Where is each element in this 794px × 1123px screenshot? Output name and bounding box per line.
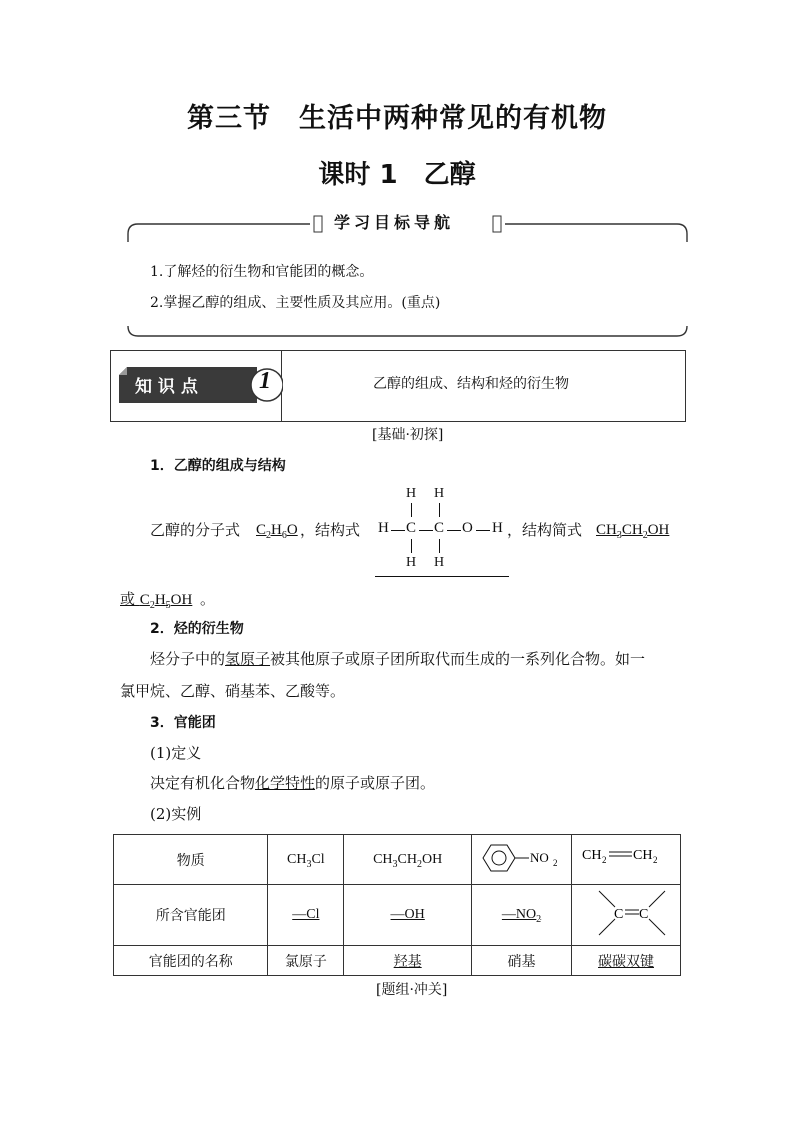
table-cell: 氯原子 xyxy=(268,946,344,976)
struct-c2: C xyxy=(434,520,445,536)
sec2-hydrogen-atom: 氢原子 xyxy=(225,650,271,668)
svg-text:2: 2 xyxy=(602,854,607,865)
goal-item-1: 1.了解烃的衍生物和官能团的概念。 xyxy=(150,264,374,280)
svg-text:2: 2 xyxy=(653,854,658,865)
sec3-def-a: 决定有机化合物 xyxy=(150,774,256,792)
struct-bond xyxy=(476,530,490,531)
struct-bond xyxy=(419,530,433,531)
ethylene-structure xyxy=(576,841,676,875)
sec1-heading: 1．乙醇的组成与结构 xyxy=(150,458,286,474)
svg-text:C: C xyxy=(639,907,649,922)
sec2-line1 xyxy=(150,648,645,670)
struct-h-right: H xyxy=(492,520,503,536)
table-cell: 所含官能团 xyxy=(114,885,268,946)
sec3-heading: 3．官能团 xyxy=(150,715,216,731)
table-cell: 硝基 xyxy=(472,946,572,976)
page-title: 第三节 生活中两种常见的有机物 xyxy=(187,103,607,134)
struct-underline xyxy=(375,576,509,577)
struct-h-left: H xyxy=(378,520,389,536)
struct-bond xyxy=(447,530,461,531)
struct-h-top-2: H xyxy=(434,486,445,501)
goals-header: 学习目标导航 xyxy=(334,213,455,232)
sec3-chemical-property: 化学特性 xyxy=(255,774,316,792)
table-row xyxy=(114,835,681,885)
table-cell: 羟基 xyxy=(344,946,472,976)
svg-text:2: 2 xyxy=(552,857,558,868)
sec1-simple-prefix: ，结构简式 xyxy=(507,521,583,539)
sec1-simple-formula: $CH_3CH_2OH$ xyxy=(596,522,670,541)
table-cell xyxy=(572,835,681,885)
struct-h-bottom-2: H xyxy=(434,555,445,570)
page-subtitle: 课时 1 乙醇 xyxy=(318,160,476,190)
struct-h-top-1: H xyxy=(406,486,417,501)
knowledge-bar xyxy=(110,350,686,422)
knowledge-number: 1 xyxy=(259,368,271,394)
svg-text:CH: CH xyxy=(633,847,653,863)
struct-h-bottom-1: H xyxy=(406,555,417,570)
sec2-heading: 2．烃的衍生物 xyxy=(150,621,244,637)
nitrobenzene-structure xyxy=(477,841,567,875)
tag-test: [题组·冲关] xyxy=(376,982,448,998)
struct-bond xyxy=(411,539,412,553)
sec3-ex-heading: (2)实例 xyxy=(150,805,202,823)
svg-text:NO: NO xyxy=(529,849,549,865)
struct-bond xyxy=(439,503,440,517)
svg-text:CH: CH xyxy=(582,847,602,863)
sec2-line2: 氯甲烷、乙醇、硝基苯、乙酸等。 xyxy=(120,682,346,700)
svg-text:C: C xyxy=(614,907,624,922)
functional-group-table xyxy=(113,834,681,976)
double-bond-structure xyxy=(581,885,671,941)
table-row xyxy=(114,946,681,976)
struct-bond xyxy=(439,539,440,553)
sec1-struct-prefix: ，结构式 xyxy=(300,521,361,539)
knowledge-badge: 知 识 点 xyxy=(135,377,198,397)
sec1-alt-formula: $C_2H_5OH$ xyxy=(139,592,193,611)
table-cell: 物质 xyxy=(114,835,268,885)
sec3-def xyxy=(150,772,435,794)
knowledge-topic: 乙醇的组成、结构和烃的衍生物 xyxy=(373,376,569,392)
sec3-def-heading: (1)定义 xyxy=(150,744,202,762)
tag-basic: [基础·初探] xyxy=(372,427,444,443)
sec1-or: 或 xyxy=(120,590,136,608)
table-cell xyxy=(572,885,681,946)
table-cell: $CH_3CH_2OH$ xyxy=(344,835,472,885)
struct-bond xyxy=(391,530,405,531)
table-cell: $—NO_2$ xyxy=(472,885,572,946)
sec1-formula-prefix: 乙醇的分子式 xyxy=(150,521,241,539)
table-cell: $CH_3Cl$ xyxy=(268,835,344,885)
struct-c1: C xyxy=(406,520,417,536)
table-cell: —Cl xyxy=(268,885,344,946)
sec1-alt-formula-line xyxy=(120,588,192,611)
sec2-text-a: 烃分子中的 xyxy=(150,650,226,668)
sec2-text-b: 被其他原子或原子团所取代而生成的一系列化合物。如一 xyxy=(270,650,646,668)
table-cell: 官能团的名称 xyxy=(114,946,268,976)
sec3-def-b: 的原子或原子团。 xyxy=(315,774,436,792)
sec1-molecular-formula: $C_2H_6O$ xyxy=(256,522,298,541)
table-cell xyxy=(472,835,572,885)
goal-item-2: 2.掌握乙醇的组成、主要性质及其应用。(重点) xyxy=(150,295,441,311)
table-cell: 碳碳双键 xyxy=(572,946,681,976)
table-cell: —OH xyxy=(344,885,472,946)
sec1-end: 。 xyxy=(200,590,216,608)
struct-bond xyxy=(411,503,412,517)
table-row xyxy=(114,885,681,946)
struct-o: O xyxy=(462,520,473,536)
